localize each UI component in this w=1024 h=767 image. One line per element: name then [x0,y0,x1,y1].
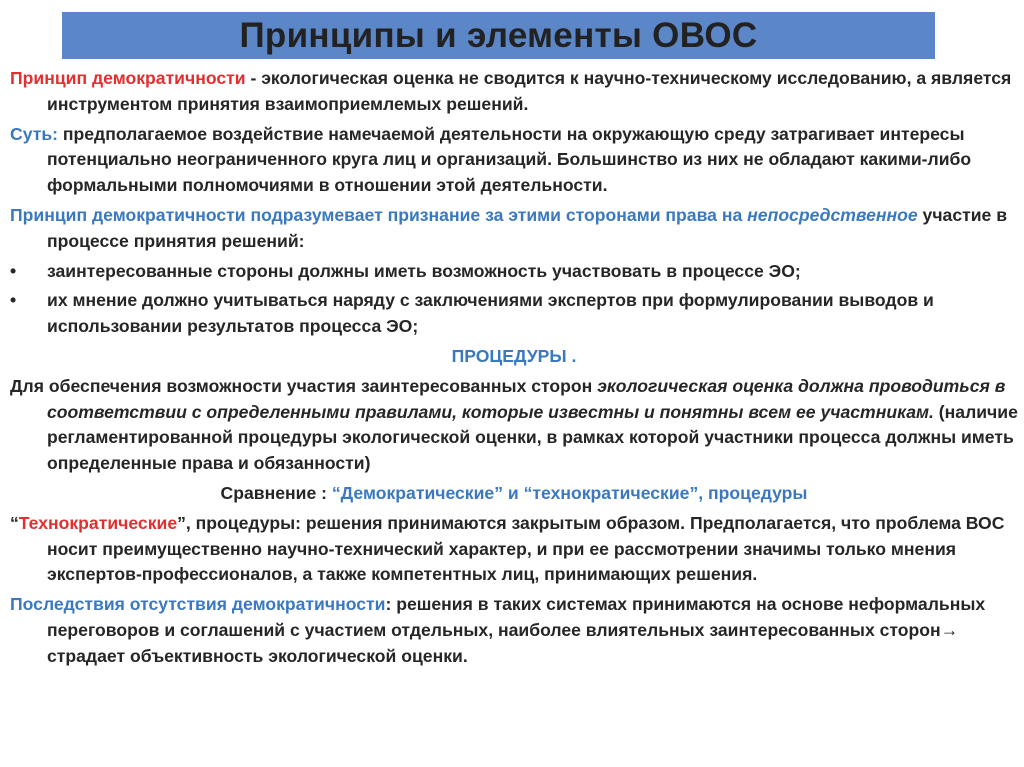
procedures-heading: ПРОЦЕДУРЫ . [451,345,577,366]
slide-body [10,66,1018,674]
bullet-icon: • [10,290,17,311]
paragraph-italic-text: экологическая оценка должна проводиться в соответствии с определенными правилами, которые известны и понятны всем ее участникам. [47,375,1006,422]
paragraph-text: участие в процессе принятия решений: [47,204,1008,251]
term-recognition: Принцип демократичности подразумевает признание за этими сторонами права на [10,204,748,225]
bullet-text: их мнение должно учитываться наряду с заключениями экспертов при формулировании выводов и использовании результатов процесса ЭО; [47,290,934,337]
term-consequences: Последствия отсутствия демократичности [10,594,386,615]
paragraph-participation [10,374,1018,477]
term-technocratic: Технократические [18,512,178,533]
term-essence: Суть: [10,123,58,144]
paragraph-democracy-principle [10,66,1018,118]
paragraph-consequences [10,592,1018,669]
comparison-highlight: “Демократические” и “технократические”, процедуры [331,482,808,503]
bullet-icon: • [10,260,17,281]
bullet-item [10,288,1018,340]
comparison-prefix: Сравнение : [220,482,332,503]
comparison-line [10,481,1018,507]
term-democracy-principle: Принцип демократичности [10,68,246,88]
paragraph-essence [10,122,1018,199]
paragraph-text: ”, процедуры: решения принимаются закрытым образом. Предполагается, что проблема ВОС носит преимущественно научно-технический характер, и при ее рассмотрении значимы только мнения экспертов-профессионалов, а также компетентных лиц, принимающих решения. [47,512,1005,585]
slide-title: Принципы и элементы ОВОС [239,16,758,55]
open-quote: “ [10,512,19,533]
paragraph-text-2: (наличие регламентированной процедуры экологической оценки, в рамках которой участники процесса должны иметь определенные права и обязанности) [47,401,1018,474]
paragraph-recognition [10,203,1018,255]
paragraph-text: Для обеспечения возможности участия заинтересованных сторон [10,375,598,396]
paragraph-text: предполагаемое воздействие намечаемой деятельности на окружающую среду затрагивает интересы потенциально неограниченного круга лиц и организаций. Большинство из них не обладают какими-либо формальными полномочиями в отношении этой деятельности. [47,123,972,196]
term-direct: непосредственное [747,204,918,225]
paragraph-text: : решения в таких системах принимаются на основе неформальных переговоров и соглашений с участием отдельных, наиболее влиятельных заинтересованных сторон→ страдает объективность экологической оценки. [47,594,986,666]
paragraph-technocratic [10,511,1018,588]
bullet-item [10,259,1018,285]
bullet-text: заинтересованные стороны должны иметь возможность участвовать в процессе ЭО; [47,260,801,281]
paragraph-text: - экологическая оценка не сводится к научно-техническому исследованию, а является инструментом принятия взаимоприемлемых решений. [47,68,1012,114]
